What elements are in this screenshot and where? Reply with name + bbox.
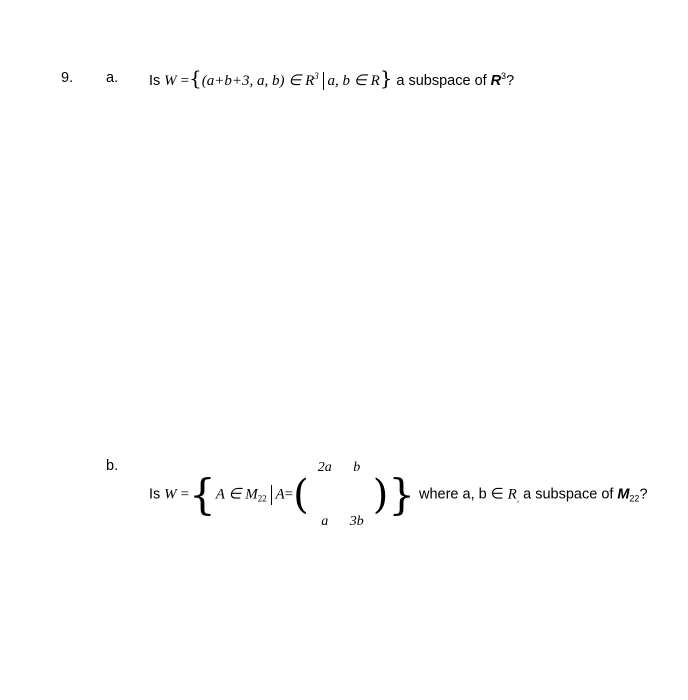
part-b-label: b. — [106, 458, 119, 474]
matrix — [309, 441, 373, 549]
matrix-cell: 3b — [349, 514, 364, 529]
part-b-question — [149, 441, 648, 529]
part-a-space-exp: 3 — [501, 71, 507, 81]
part-a-set-name: W — [164, 73, 177, 89]
part-b-condition-eq: = — [284, 486, 294, 503]
matrix-row — [309, 495, 373, 549]
part-b-element-sub: 22 — [257, 493, 267, 504]
part-b-field: R — [507, 486, 517, 503]
matrix-cell: a — [321, 514, 329, 529]
part-b-comma: , — [516, 493, 520, 504]
part-a-tuple-exp: 3 — [314, 71, 319, 81]
matrix-right-paren: ) — [372, 472, 389, 518]
part-a-question-mark: ? — [506, 73, 515, 89]
part-b-question-mark: ? — [639, 486, 648, 503]
part-a-question — [149, 64, 514, 92]
part-b-left-brace: { — [189, 470, 216, 519]
part-a-such-that-bar — [323, 72, 324, 90]
part-a-equals: = — [180, 73, 190, 89]
part-b-tail-text: a subspace of — [523, 486, 614, 503]
part-b-in-symbol: ∈ — [490, 486, 504, 503]
part-a-left-brace: { — [189, 66, 202, 90]
part-a-right-brace: } — [379, 66, 393, 90]
part-b-right-brace: } — [388, 470, 416, 519]
part-b-where-text: where a, b — [418, 486, 487, 503]
matrix-cell: 2a — [317, 460, 332, 475]
part-a-space: R — [490, 73, 502, 89]
part-b-set-name: W — [164, 486, 177, 503]
part-b-space-sub: 22 — [629, 493, 640, 504]
part-b-space: M — [617, 486, 630, 503]
part-b-is-text: Is — [149, 486, 161, 503]
part-a-tuple: (a+b+3, a, b) ∈ R — [201, 73, 315, 89]
problem-number: 9. — [61, 70, 74, 86]
part-b-element: A ∈ M — [215, 486, 258, 503]
part-a-label: a. — [106, 70, 119, 86]
matrix-cell: b — [353, 460, 361, 475]
part-b-equals: = — [180, 486, 190, 503]
matrix-left-paren: ( — [293, 472, 309, 518]
part-a-is-text: Is — [149, 73, 161, 89]
part-b-such-that-bar — [271, 485, 272, 505]
matrix-row — [309, 441, 373, 495]
part-a-tail-text: a subspace of — [396, 73, 487, 89]
part-b-condition-lhs: A — [275, 486, 285, 503]
part-a-condition: a, b ∈ R — [327, 73, 380, 89]
